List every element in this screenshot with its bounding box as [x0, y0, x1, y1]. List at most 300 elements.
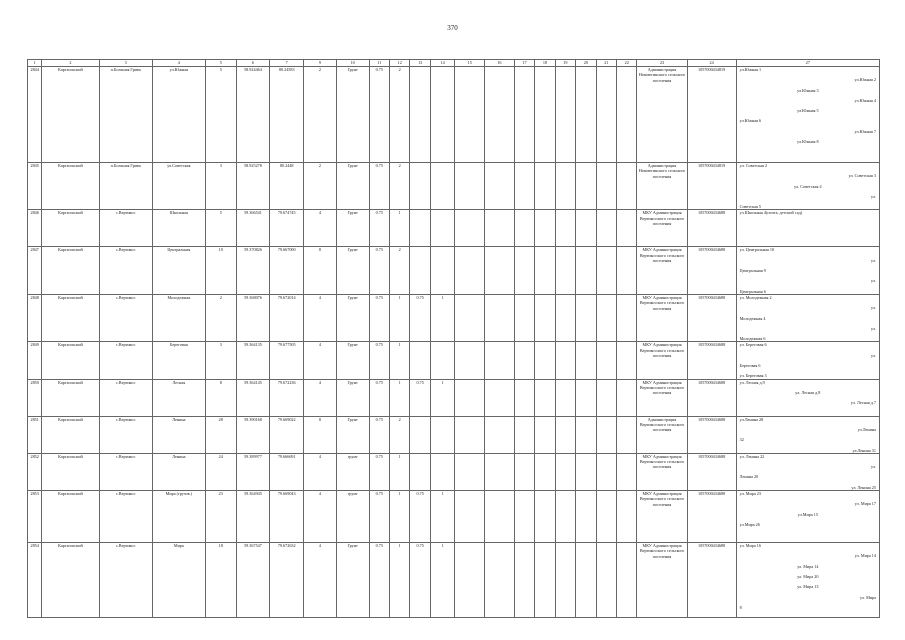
- cell-empty: [576, 453, 596, 490]
- column-number: 22: [617, 60, 637, 67]
- column-number: 17: [514, 60, 534, 67]
- cell-ogrn: 1057000434688: [687, 379, 736, 416]
- cell-c12: 1: [389, 294, 409, 341]
- table-row: [28, 453, 880, 490]
- cell-lat: 58.924464: [236, 67, 270, 163]
- address-entry: ул.Мира 26: [739, 521, 760, 527]
- cell-lat: 59.364145: [236, 379, 270, 416]
- address-entry: ул. Советская 4: [794, 183, 822, 189]
- cell-lat: 59.364135: [236, 342, 270, 379]
- cell-c5: 24: [205, 453, 236, 490]
- address-entry: Центральная 9: [739, 268, 766, 274]
- cell-street: ул.Южная: [152, 67, 205, 163]
- cell-locality: с.Вертикос: [99, 379, 152, 416]
- page-number: 370: [447, 24, 458, 32]
- cell-empty: [555, 163, 575, 210]
- cell-empty: [617, 491, 637, 543]
- cell-c9: 8: [304, 416, 337, 453]
- cell-c9: 4: [304, 453, 337, 490]
- cell-c5: 3: [205, 342, 236, 379]
- cell-empty: [596, 342, 616, 379]
- cell-id: 2850: [28, 379, 42, 416]
- address-entry: ул.Южная 8: [797, 139, 819, 145]
- cell-authority: МКУ Администрация Вертикосского сельского поселения: [637, 294, 687, 341]
- cell-district: Каргасокский: [42, 453, 99, 490]
- cell-authority: МКУ Администрация Вертикосского сельского поселения: [637, 210, 687, 247]
- cell-empty: [514, 416, 534, 453]
- cell-street: Центральная: [152, 247, 205, 294]
- address-entry: ул.: [870, 464, 876, 470]
- cell-c9: 2: [304, 67, 337, 163]
- cell-addresses: [736, 294, 879, 341]
- cell-lon: 80.24583: [270, 67, 304, 163]
- cell-empty: [617, 163, 637, 210]
- table-body: [28, 67, 880, 618]
- cell-c12: 2: [389, 67, 409, 163]
- cell-empty: [617, 342, 637, 379]
- address-entry: ул.Ленина: [857, 426, 876, 432]
- cell-surface: грунт: [336, 453, 369, 490]
- cell-empty: [617, 453, 637, 490]
- cell-authority: Администрация Новоюгинского сельского поселения: [637, 163, 687, 210]
- cell-empty: [535, 416, 555, 453]
- cell-c11: 0.75: [369, 379, 389, 416]
- cell-empty: [485, 491, 515, 543]
- cell-street: ул.Советская: [152, 163, 205, 210]
- cell-locality: п.Большая Грива: [99, 67, 152, 163]
- column-number: 2: [42, 60, 99, 67]
- cell-empty: [576, 416, 596, 453]
- cell-c12: 2: [389, 416, 409, 453]
- address-entry: ул. Советская 2: [739, 163, 768, 168]
- cell-empty: [455, 453, 485, 490]
- cell-addresses: [736, 210, 879, 247]
- cell-empty: [455, 247, 485, 294]
- cell-addresses: [736, 379, 879, 416]
- cell-empty: [485, 294, 515, 341]
- cell-c5: 3: [205, 163, 236, 210]
- cell-authority: МКУ Администрация Вертикосского сельского поселения: [637, 247, 687, 294]
- cell-street: Молодежная: [152, 294, 205, 341]
- address-entry: ул.: [870, 305, 876, 311]
- cell-c11: 0.75: [369, 491, 389, 543]
- cell-district: Каргасокский: [42, 247, 99, 294]
- address-entry: ул. Ленина 25: [851, 484, 876, 490]
- address-entry: ул.Южная 5: [797, 108, 819, 114]
- cell-empty: [617, 67, 637, 163]
- cell-empty: [514, 491, 534, 543]
- cell-addresses: [736, 247, 879, 294]
- cell-empty: [617, 416, 637, 453]
- address-entry: ул.Южная 7: [854, 128, 876, 134]
- cell-empty: [576, 543, 596, 618]
- cell-id: 2845: [28, 163, 42, 210]
- cell-district: Каргасокский: [42, 210, 99, 247]
- cell-lat: 59.367547: [236, 543, 270, 618]
- address-entry: ул.Школьная 4(почта, детский сад): [739, 210, 803, 216]
- cell-empty: [596, 210, 616, 247]
- cell-empty: [514, 210, 534, 247]
- cell-lat: 58.925278: [236, 163, 270, 210]
- cell-id: 2854: [28, 543, 42, 618]
- column-number: 24: [687, 60, 736, 67]
- cell-ogrn: 1057000434688: [687, 342, 736, 379]
- cell-lon: 79.674745: [270, 210, 304, 247]
- address-entry: Береговая 6: [739, 363, 761, 369]
- table-row: [28, 491, 880, 543]
- cell-locality: с.Вертикос: [99, 416, 152, 453]
- cell-c14: [430, 453, 455, 490]
- table-row: [28, 379, 880, 416]
- cell-empty: [455, 163, 485, 210]
- cell-empty: [455, 210, 485, 247]
- cell-lon: 79.669022: [270, 416, 304, 453]
- address-entry: ул.Ленина 31: [852, 447, 876, 453]
- address-entry: 8: [739, 604, 742, 610]
- cell-surface: Грунт: [336, 543, 369, 618]
- cell-empty: [576, 210, 596, 247]
- cell-empty: [555, 379, 575, 416]
- cell-lon: 79.677505: [270, 342, 304, 379]
- cell-ogrn: 1057000434688: [687, 247, 736, 294]
- cell-empty: [617, 247, 637, 294]
- cell-empty: [535, 67, 555, 163]
- cell-empty: [576, 379, 596, 416]
- cell-locality: с.Вертикос: [99, 210, 152, 247]
- cell-c5: 2: [205, 294, 236, 341]
- cell-surface: Грунт: [336, 67, 369, 163]
- address-entry: ул.Южная 3: [797, 87, 819, 93]
- cell-locality: с.Вертикос: [99, 491, 152, 543]
- cell-c11: 0.75: [369, 210, 389, 247]
- cell-lat: 59.370826: [236, 247, 270, 294]
- cell-addresses: [736, 163, 879, 210]
- address-entry: ул. Центральная 10: [739, 247, 775, 253]
- cell-ogrn: 1057000434688: [687, 210, 736, 247]
- cell-c13: [410, 416, 430, 453]
- address-entry: Центральная 6: [739, 288, 766, 294]
- cell-c12: 1: [389, 342, 409, 379]
- cell-empty: [485, 543, 515, 618]
- cell-surface: Грунт: [336, 294, 369, 341]
- cell-authority: МКУ Администрация Вертикосского сельского поселения: [637, 342, 687, 379]
- cell-c9: 4: [304, 342, 337, 379]
- cell-c5: 10: [205, 247, 236, 294]
- cell-lon: 79.672236: [270, 379, 304, 416]
- column-number: 7: [270, 60, 304, 67]
- cell-c9: 2: [304, 163, 337, 210]
- cell-c11: 0.75: [369, 416, 389, 453]
- column-number: 5: [205, 60, 236, 67]
- column-number: 3: [99, 60, 152, 67]
- address-entry: ул.: [870, 325, 876, 331]
- cell-c14: 1: [430, 294, 455, 341]
- cell-locality: с.Вертикос: [99, 543, 152, 618]
- cell-empty: [455, 294, 485, 341]
- column-number: 16: [485, 60, 515, 67]
- address-entry: ул.: [870, 257, 876, 263]
- cell-empty: [535, 379, 555, 416]
- cell-c5: 5: [205, 210, 236, 247]
- cell-c14: [430, 210, 455, 247]
- cell-empty: [485, 247, 515, 294]
- address-entry: ул.: [870, 352, 876, 358]
- cell-district: Каргасокский: [42, 342, 99, 379]
- cell-c14: [430, 247, 455, 294]
- cell-addresses: [736, 453, 879, 490]
- address-entry: ул. Ленина 22: [739, 453, 765, 459]
- address-entry: Ленина 20: [739, 474, 759, 480]
- cell-empty: [514, 379, 534, 416]
- cell-empty: [514, 453, 534, 490]
- column-number: 13: [410, 60, 430, 67]
- cell-authority: МКУ Администрация Вертикосского сельского поселения: [637, 491, 687, 543]
- cell-lat: 59.390168: [236, 416, 270, 453]
- cell-c14: 1: [430, 379, 455, 416]
- cell-empty: [596, 379, 616, 416]
- cell-empty: [555, 491, 575, 543]
- cell-c11: 0.75: [369, 543, 389, 618]
- cell-empty: [555, 210, 575, 247]
- cell-id: 2849: [28, 342, 42, 379]
- cell-addresses: [736, 543, 879, 618]
- cell-surface: Грунт: [336, 379, 369, 416]
- cell-empty: [596, 247, 616, 294]
- cell-empty: [455, 491, 485, 543]
- cell-district: Каргасокский: [42, 491, 99, 543]
- cell-c11: 0.75: [369, 247, 389, 294]
- cell-empty: [555, 294, 575, 341]
- address-entry: ул. Мира 14: [854, 553, 876, 559]
- cell-c14: [430, 416, 455, 453]
- cell-ogrn: 1057000434819: [687, 67, 736, 163]
- cell-id: 2848: [28, 294, 42, 341]
- cell-surface: Грунт: [336, 210, 369, 247]
- cell-lon: 79.667000: [270, 247, 304, 294]
- cell-empty: [485, 342, 515, 379]
- cell-c12: 1: [389, 453, 409, 490]
- address-entry: ул. Молодежная 2: [739, 294, 772, 300]
- cell-empty: [455, 342, 485, 379]
- cell-empty: [485, 416, 515, 453]
- address-entry: ул.Мира 15: [797, 511, 818, 517]
- road-registry-table: [27, 59, 880, 618]
- cell-empty: [576, 163, 596, 210]
- cell-empty: [617, 543, 637, 618]
- cell-empty: [555, 247, 575, 294]
- address-entry: ул. Мира 16: [739, 543, 761, 549]
- cell-c9: 4: [304, 491, 337, 543]
- cell-c5: 28: [205, 416, 236, 453]
- column-number: 21: [596, 60, 616, 67]
- table-row: [28, 416, 880, 453]
- table-row: [28, 67, 880, 163]
- cell-c13: [410, 210, 430, 247]
- column-number: 4: [152, 60, 205, 67]
- cell-street: Мира (грузов.): [152, 491, 205, 543]
- cell-street: Ленина: [152, 416, 205, 453]
- cell-district: Каргасокский: [42, 543, 99, 618]
- cell-surface: грунт: [336, 491, 369, 543]
- cell-id: 2853: [28, 491, 42, 543]
- cell-empty: [617, 379, 637, 416]
- cell-c12: 2: [389, 163, 409, 210]
- cell-ogrn: 1057000434819: [687, 163, 736, 210]
- cell-empty: [555, 543, 575, 618]
- address-entry: ул. Лесная д.7: [850, 400, 876, 406]
- cell-empty: [485, 163, 515, 210]
- cell-c11: 0.75: [369, 453, 389, 490]
- cell-surface: Грунт: [336, 247, 369, 294]
- column-number: 18: [535, 60, 555, 67]
- cell-lat: 59.364945: [236, 491, 270, 543]
- address-entry: ул.: [870, 278, 876, 284]
- cell-empty: [485, 67, 515, 163]
- column-number: 20: [576, 60, 596, 67]
- column-number: 12: [389, 60, 409, 67]
- cell-empty: [617, 294, 637, 341]
- cell-id: 2851: [28, 416, 42, 453]
- cell-empty: [555, 453, 575, 490]
- cell-empty: [455, 379, 485, 416]
- cell-district: Каргасокский: [42, 67, 99, 163]
- address-entry: ул.Южная 6: [739, 118, 762, 124]
- cell-c5: 23: [205, 491, 236, 543]
- cell-district: Каргасокский: [42, 379, 99, 416]
- cell-surface: Грунт: [336, 163, 369, 210]
- cell-c13: [410, 453, 430, 490]
- cell-c13: [410, 342, 430, 379]
- cell-empty: [514, 163, 534, 210]
- cell-empty: [576, 247, 596, 294]
- cell-c12: 1: [389, 543, 409, 618]
- table-row: [28, 342, 880, 379]
- cell-empty: [514, 294, 534, 341]
- cell-c12: 1: [389, 379, 409, 416]
- address-entry: Молодежная 4: [739, 315, 766, 321]
- cell-empty: [535, 210, 555, 247]
- cell-c13: 0.75: [410, 543, 430, 618]
- cell-authority: МКУ Администрация Вертикосского сельского поселения: [637, 379, 687, 416]
- cell-district: Каргасокский: [42, 416, 99, 453]
- cell-c9: 4: [304, 210, 337, 247]
- cell-lon: 79.672632: [270, 543, 304, 618]
- address-entry: ул.Южная 2: [854, 77, 876, 83]
- address-entry: ул.Южная 4: [854, 97, 876, 103]
- cell-empty: [576, 491, 596, 543]
- column-number: 23: [637, 60, 687, 67]
- cell-lat: 59.389977: [236, 453, 270, 490]
- cell-street: Ленина: [152, 453, 205, 490]
- address-entry: ул. Советская 3: [848, 173, 876, 179]
- cell-c9: 4: [304, 543, 337, 618]
- cell-lat: 59.366541: [236, 210, 270, 247]
- cell-locality: с.Вертикос: [99, 294, 152, 341]
- cell-empty: [555, 416, 575, 453]
- cell-empty: [596, 491, 616, 543]
- cell-c13: [410, 67, 430, 163]
- cell-ogrn: 1057000434688: [687, 543, 736, 618]
- cell-c5: 18: [205, 543, 236, 618]
- cell-street: Лесная: [152, 379, 205, 416]
- column-number-row: [28, 60, 880, 67]
- table-row: [28, 163, 880, 210]
- cell-addresses: [736, 491, 879, 543]
- cell-c11: 0.75: [369, 67, 389, 163]
- cell-empty: [485, 379, 515, 416]
- cell-empty: [576, 294, 596, 341]
- address-entry: ул. Мира: [859, 594, 876, 600]
- cell-c9: 8: [304, 247, 337, 294]
- cell-lat: 59.368076: [236, 294, 270, 341]
- cell-street: Береговая: [152, 342, 205, 379]
- cell-empty: [535, 543, 555, 618]
- cell-c14: [430, 163, 455, 210]
- cell-locality: с.Вертикос: [99, 453, 152, 490]
- cell-empty: [596, 543, 616, 618]
- cell-district: Каргасокский: [42, 294, 99, 341]
- cell-empty: [596, 163, 616, 210]
- cell-empty: [535, 342, 555, 379]
- cell-c13: 0.75: [410, 379, 430, 416]
- cell-authority: МКУ Администрация Вертикосского сельского поселения: [637, 453, 687, 490]
- column-number: 27: [736, 60, 879, 67]
- cell-ogrn: 1057000434688: [687, 416, 736, 453]
- cell-addresses: [736, 67, 879, 163]
- cell-id: 2846: [28, 210, 42, 247]
- cell-c14: 1: [430, 543, 455, 618]
- cell-lon: 79.672014: [270, 294, 304, 341]
- cell-empty: [455, 416, 485, 453]
- address-entry: Советская 5: [739, 204, 762, 210]
- cell-lon: 79.666691: [270, 453, 304, 490]
- table-row: [28, 543, 880, 618]
- cell-id: 2852: [28, 453, 42, 490]
- cell-lon: 79.669043: [270, 491, 304, 543]
- address-entry: ул. Береговая 6: [739, 342, 767, 348]
- column-number: 10: [336, 60, 369, 67]
- cell-empty: [514, 342, 534, 379]
- cell-c13: 0.75: [410, 294, 430, 341]
- cell-district: Каргасокский: [42, 163, 99, 210]
- cell-empty: [555, 342, 575, 379]
- cell-c11: 0.75: [369, 163, 389, 210]
- column-number: 11: [369, 60, 389, 67]
- cell-empty: [455, 543, 485, 618]
- cell-locality: с.Вертикос: [99, 247, 152, 294]
- address-entry: ул.Южная 1: [739, 67, 762, 72]
- cell-empty: [617, 210, 637, 247]
- cell-empty: [485, 210, 515, 247]
- cell-empty: [596, 416, 616, 453]
- address-entry: ул. Мира 14: [797, 563, 819, 569]
- address-entry: ул. Мира 17: [854, 501, 876, 507]
- cell-c12: 2: [389, 247, 409, 294]
- cell-c14: [430, 67, 455, 163]
- cell-locality: с.Вертикос: [99, 342, 152, 379]
- cell-empty: [535, 247, 555, 294]
- column-number: 1: [28, 60, 42, 67]
- cell-empty: [514, 543, 534, 618]
- cell-authority: Администрация Вертикосского сельского поселения: [637, 416, 687, 453]
- cell-street: Школьная: [152, 210, 205, 247]
- column-number: 19: [555, 60, 575, 67]
- address-entry: ул.Ленина 28: [739, 416, 764, 422]
- cell-surface: Грунт: [336, 416, 369, 453]
- column-number: 6: [236, 60, 270, 67]
- column-number: 15: [455, 60, 485, 67]
- cell-lon: 80.2448: [270, 163, 304, 210]
